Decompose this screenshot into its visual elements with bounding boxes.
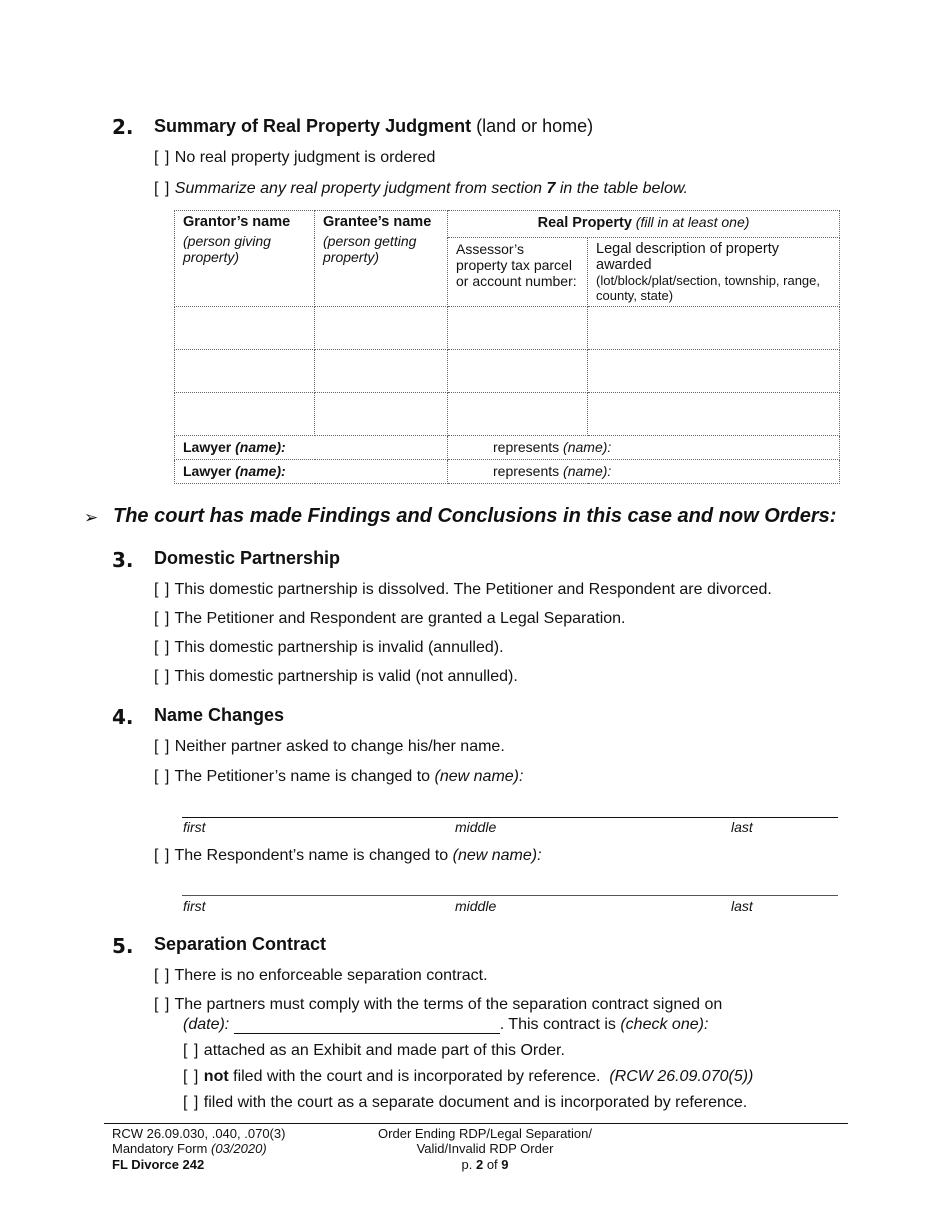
lawyer-label: Lawyer <box>183 463 232 479</box>
footer-form-id: FL Divorce 242 <box>112 1157 205 1172</box>
option-label: There is no enforceable separation contract. <box>174 967 488 984</box>
grantee-label: Grantee’s name <box>323 214 432 230</box>
legal-cell[interactable] <box>588 307 840 350</box>
section-2-heading <box>154 116 593 137</box>
section-5-number: 5. <box>112 934 134 958</box>
option-label: The Petitioner and Respondent are granted a Legal Separation. <box>174 610 626 627</box>
section-5-title: Separation Contract <box>154 934 327 954</box>
legal-cell[interactable] <box>588 393 840 436</box>
lawyer-name-label: (name): <box>235 463 286 479</box>
page-total: 9 <box>501 1157 509 1172</box>
petitioner-name-option[interactable] <box>154 768 523 786</box>
checkbox[interactable]: [ ] <box>183 1042 200 1059</box>
section-4-title: Name Changes <box>154 705 285 725</box>
section-2-title-suffix: (land or home) <box>476 116 594 136</box>
assessor-cell[interactable] <box>448 393 588 436</box>
checkbox[interactable]: [ ] <box>154 668 171 685</box>
lawyer-row <box>175 460 840 484</box>
comply-contract-option[interactable] <box>154 996 722 1014</box>
option-label: The Petitioner’s name is changed to <box>174 768 431 785</box>
real-property-sub: (fill in at least one) <box>635 214 750 230</box>
contract-is-label: . This contract is <box>499 1016 616 1033</box>
lawyer-cell[interactable] <box>175 460 448 484</box>
checkbox[interactable]: [ ] <box>154 738 171 755</box>
option-label: The partners must comply with the terms of the separation contract signed on <box>174 996 723 1013</box>
checkbox[interactable]: [ ] <box>154 149 171 166</box>
invalid-option[interactable] <box>154 639 504 657</box>
lawyer-label: Lawyer <box>183 439 232 455</box>
checkbox[interactable]: [ ] <box>154 967 171 984</box>
arrow-icon: ➢ <box>84 508 99 527</box>
contract-date-line <box>183 1016 708 1034</box>
last-label: last <box>731 819 753 835</box>
checkbox[interactable]: [ ] <box>154 847 171 864</box>
footer-title-1: Order Ending RDP/Legal Separation/ <box>378 1126 592 1141</box>
no-real-property-option[interactable] <box>154 149 435 167</box>
last-label: last <box>731 898 753 914</box>
grantor-sub: (person giving property) <box>183 233 271 265</box>
footer-rcw: RCW 26.09.030, .040, .070(3) <box>112 1126 286 1141</box>
checkbox[interactable]: [ ] <box>183 1094 200 1111</box>
lawyer-row <box>175 436 840 460</box>
lawyer-cell[interactable] <box>175 436 448 460</box>
section-3-title: Domestic Partnership <box>154 548 341 568</box>
option-label: filed with the court as a separate document and is incorporated by reference. <box>203 1094 748 1111</box>
grantee-cell[interactable] <box>315 307 448 350</box>
check-one-label: (check one): <box>620 1016 709 1033</box>
real-property-label: Real Property <box>537 215 632 231</box>
orders-heading: The court has made Findings and Conclusions in this case and now Orders: <box>113 505 837 527</box>
assessor-header: Assessor’s property tax parcel or account number: <box>448 238 588 307</box>
not-label: not <box>203 1068 229 1085</box>
first-label: first <box>183 819 206 835</box>
option-label: No real property judgment is ordered <box>174 149 436 166</box>
checkbox[interactable]: [ ] <box>154 581 171 598</box>
middle-label: middle <box>455 819 497 835</box>
option-label: Summarize any real property judgment from section <box>174 180 543 197</box>
mandatory-label: Mandatory Form <box>112 1141 208 1156</box>
option-label: This domestic partnership is dissolved. The Petitioner and Respondent are divorced. <box>174 581 772 598</box>
option-label-end: in the table below. <box>559 180 688 197</box>
option-label-italic: (new name): <box>434 768 524 785</box>
dissolved-option[interactable] <box>154 581 772 599</box>
attached-exhibit-option[interactable] <box>183 1042 565 1060</box>
grantor-cell[interactable] <box>175 307 315 350</box>
footer-divider <box>104 1123 848 1124</box>
page-of: of <box>486 1157 498 1172</box>
legal-description-label: Legal description of property awarded <box>596 241 779 273</box>
grantor-label: Grantor’s name <box>183 214 291 230</box>
summarize-real-property-option[interactable] <box>154 180 688 198</box>
grantor-cell[interactable] <box>175 350 315 393</box>
represents-name-label: (name): <box>563 463 612 479</box>
valid-option[interactable] <box>154 668 518 686</box>
date-field[interactable] <box>234 1019 500 1034</box>
page-prefix: p. <box>461 1157 473 1172</box>
checkbox[interactable]: [ ] <box>154 180 171 197</box>
section-2-number: 2. <box>112 115 134 139</box>
section-ref: 7 <box>546 180 556 197</box>
option-label: This domestic partnership is invalid (annulled). <box>174 639 504 656</box>
option-label: Neither partner asked to change his/her name. <box>174 738 505 755</box>
lawyer-name-label: (name): <box>235 439 286 455</box>
option-label: filed with the court and is incorporated by reference. <box>233 1068 601 1085</box>
grantee-sub: (person getting property) <box>323 233 417 265</box>
assessor-cell[interactable] <box>448 307 588 350</box>
assessor-cell[interactable] <box>448 350 588 393</box>
represents-name-label: (name): <box>563 439 612 455</box>
grantee-header <box>315 211 448 307</box>
option-label: attached as an Exhibit and made part of this Order. <box>203 1042 565 1059</box>
legal-description-header <box>588 238 840 307</box>
option-label: The Respondent’s name is changed to <box>174 847 449 864</box>
legal-description-sub: (lot/block/plat/section, township, range, county, state) <box>596 273 821 303</box>
no-name-change-option[interactable] <box>154 738 505 756</box>
real-property-table <box>174 210 840 484</box>
mandatory-date: (03/2020) <box>211 1141 267 1156</box>
checkbox[interactable]: [ ] <box>183 1068 200 1085</box>
legal-cell[interactable] <box>588 350 840 393</box>
table-row <box>175 307 840 350</box>
grantee-cell[interactable] <box>315 393 448 436</box>
represents-label: represents <box>493 463 560 479</box>
footer-page <box>350 1157 620 1172</box>
filed-separately-option[interactable] <box>183 1094 747 1112</box>
checkbox[interactable]: [ ] <box>154 996 171 1013</box>
respondent-name-option[interactable] <box>154 847 542 865</box>
section-4-number: 4. <box>112 705 134 729</box>
table-row <box>175 350 840 393</box>
grantee-cell[interactable] <box>315 350 448 393</box>
checkbox[interactable]: [ ] <box>154 610 171 627</box>
no-contract-option[interactable] <box>154 967 488 985</box>
checkbox[interactable]: [ ] <box>154 639 171 656</box>
grantor-header <box>175 211 315 307</box>
footer-title-2: Valid/Invalid RDP Order <box>416 1141 554 1156</box>
represents-label: represents <box>493 439 560 455</box>
not-filed-option[interactable] <box>183 1068 753 1086</box>
rcw-reference: (RCW 26.09.070(5)) <box>609 1068 754 1085</box>
date-label: (date): <box>183 1016 230 1033</box>
petitioner-new-name-field[interactable] <box>182 816 838 818</box>
legal-separation-option[interactable] <box>154 610 625 628</box>
footer-mandatory <box>112 1141 267 1156</box>
first-label: first <box>183 898 206 914</box>
respondent-new-name-field[interactable] <box>182 895 838 896</box>
real-property-header <box>448 211 840 238</box>
option-label: This domestic partnership is valid (not annulled). <box>174 668 518 685</box>
page-number: 2 <box>475 1157 484 1172</box>
middle-label: middle <box>455 898 497 914</box>
represents-cell[interactable] <box>448 460 840 484</box>
grantor-cell[interactable] <box>175 393 315 436</box>
table-row <box>175 393 840 436</box>
section-3-number: 3. <box>112 548 134 572</box>
checkbox[interactable]: [ ] <box>154 768 171 785</box>
section-2-title: Summary of Real Property Judgment <box>154 116 472 136</box>
option-label-italic: (new name): <box>452 847 542 864</box>
represents-cell[interactable] <box>448 436 840 460</box>
